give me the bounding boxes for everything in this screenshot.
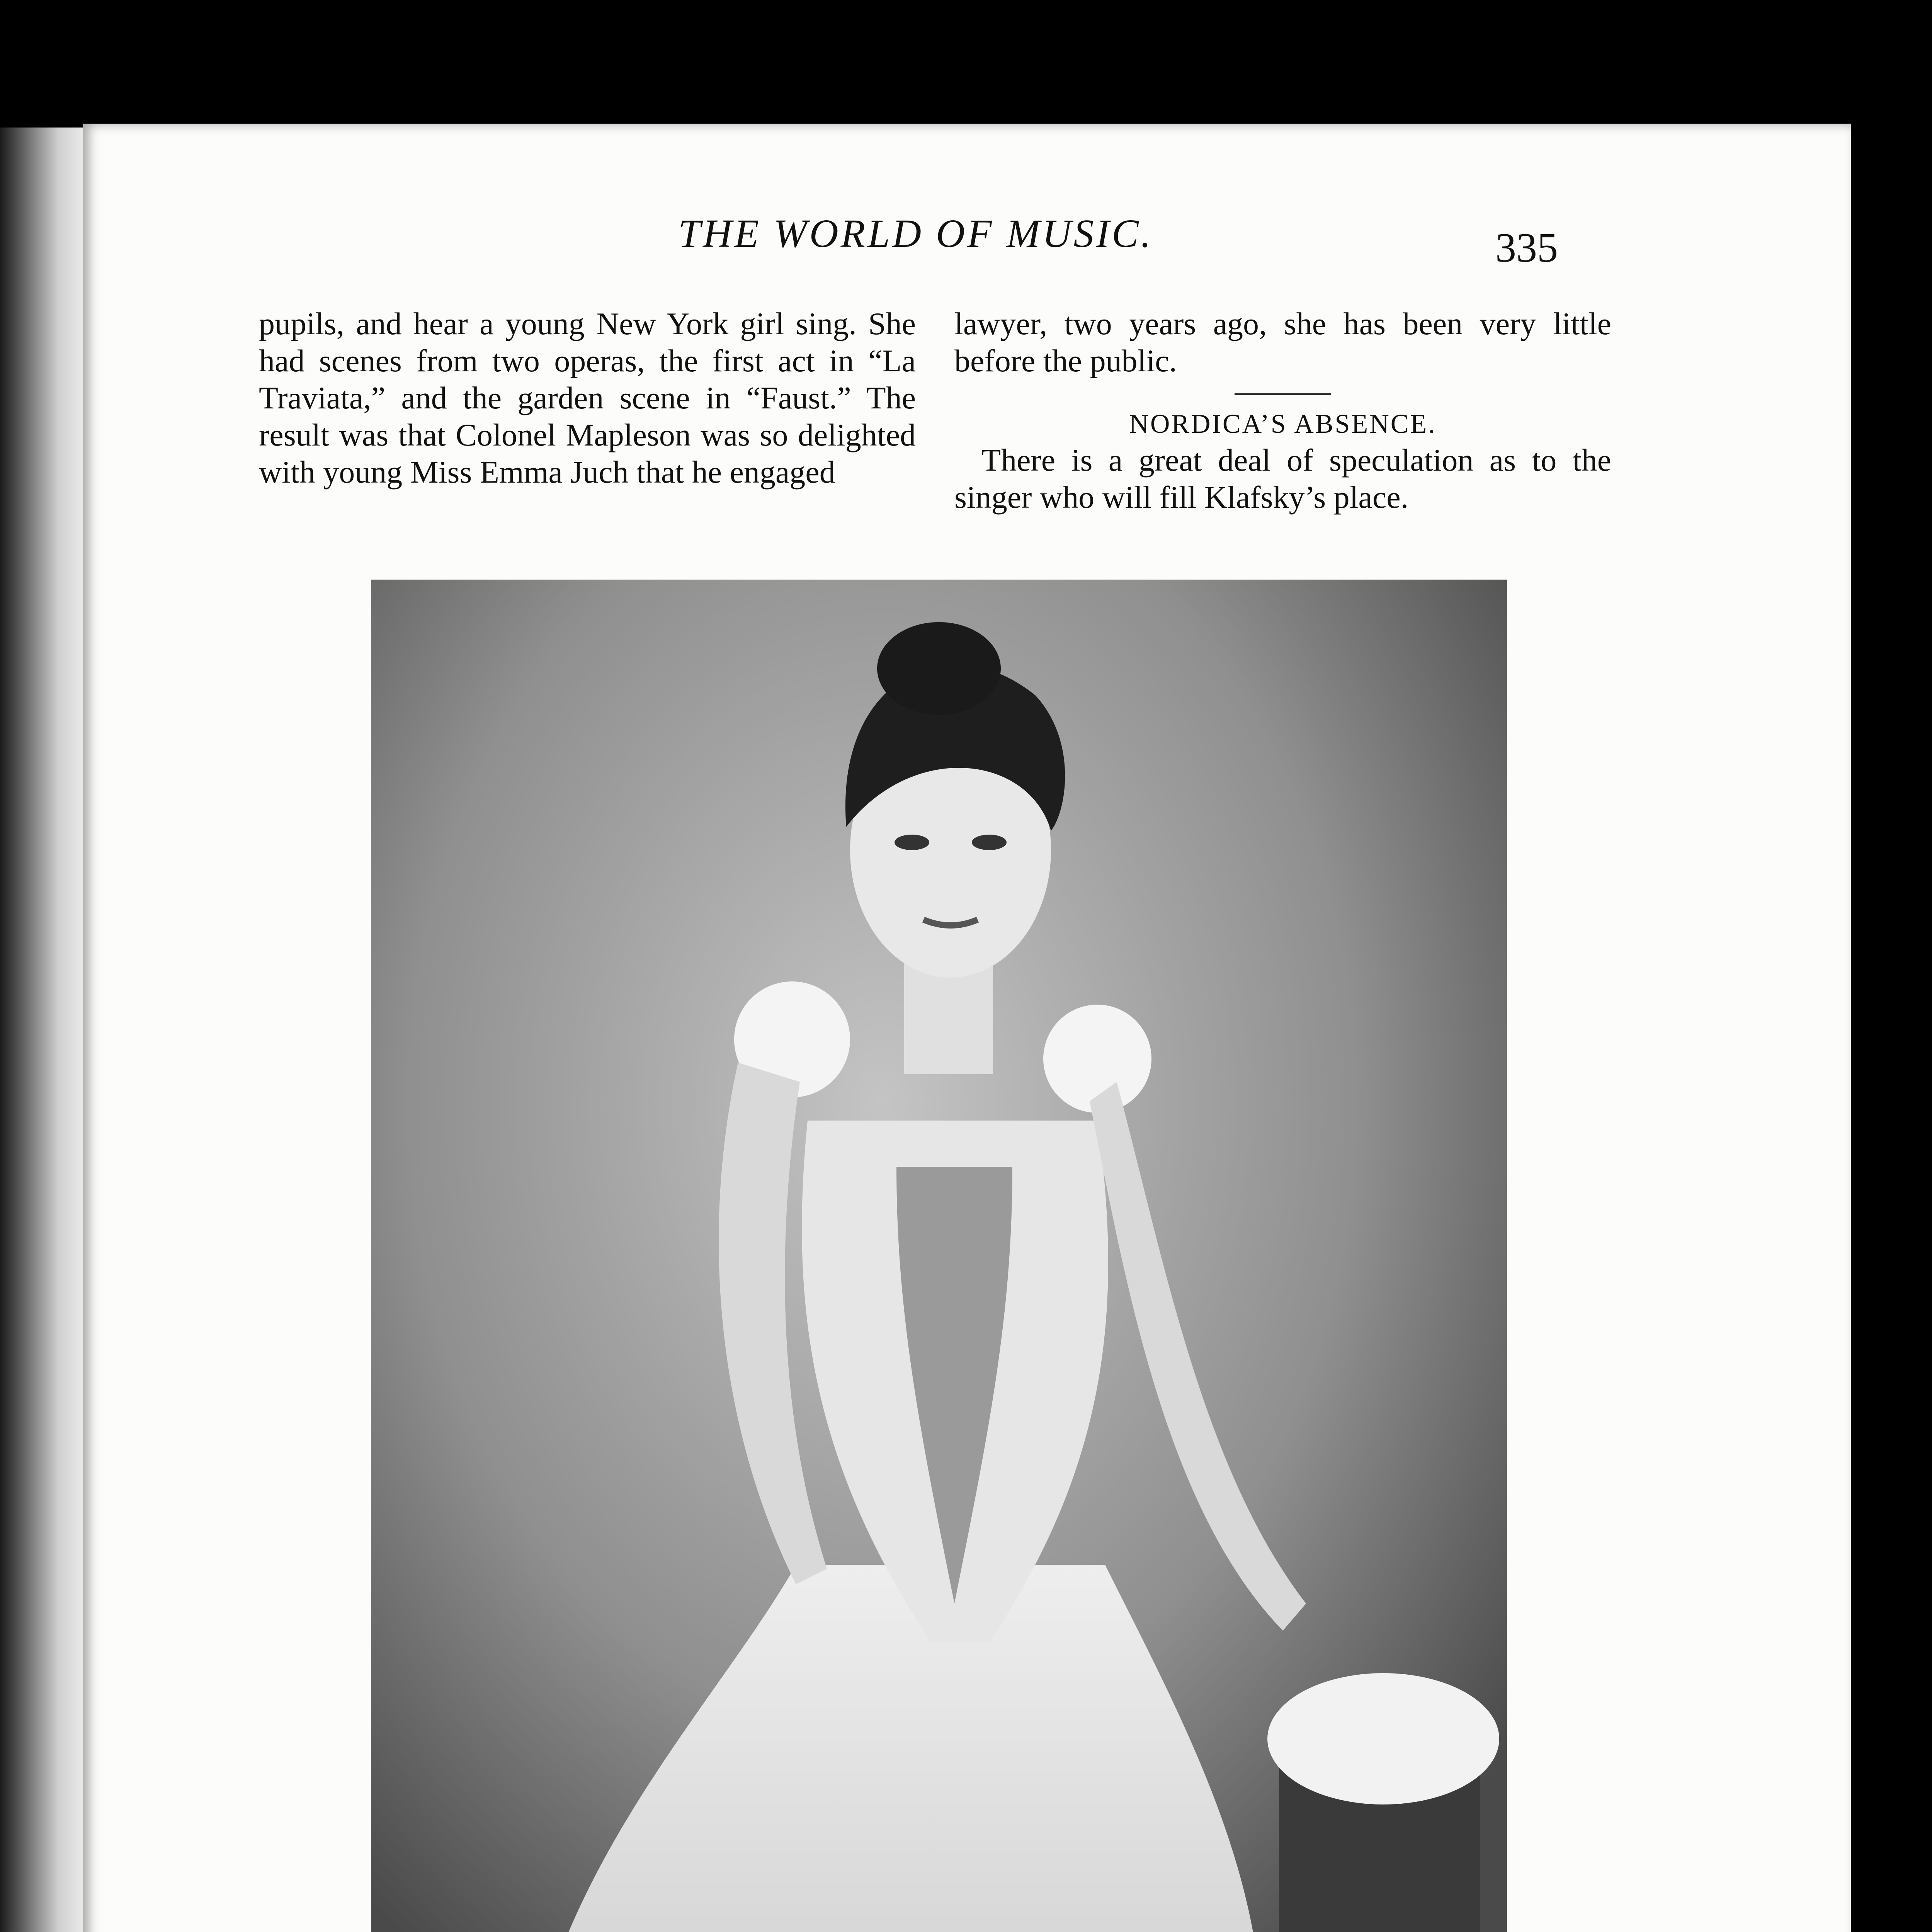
section-heading: NORDICA’S ABSENCE. xyxy=(1129,409,1437,439)
top-left-column xyxy=(259,305,916,491)
portrait-photograph xyxy=(371,580,1507,1932)
section-rule xyxy=(1235,393,1331,395)
paragraph: pupils, and hear a young New York girl sing. She had scenes from two operas, the first act in “La Traviata,” and the garden scene in “Faust.” The result was that Colonel Mapleson was so delighted with young Miss Emma Juch that he engaged xyxy=(259,306,916,490)
running-head: THE WORLD OF MUSIC. xyxy=(678,211,1153,256)
left-page-edge xyxy=(0,128,83,1932)
paragraph: There is a great deal of speculation as to the singer who will fill Klafsky’s place. xyxy=(954,442,1611,515)
portrait-illustration xyxy=(371,580,1507,1932)
paragraph: lawyer, two years ago, she has been very little before the public. xyxy=(954,306,1611,378)
top-right-column xyxy=(954,305,1611,516)
page-number: 335 xyxy=(1495,225,1558,271)
